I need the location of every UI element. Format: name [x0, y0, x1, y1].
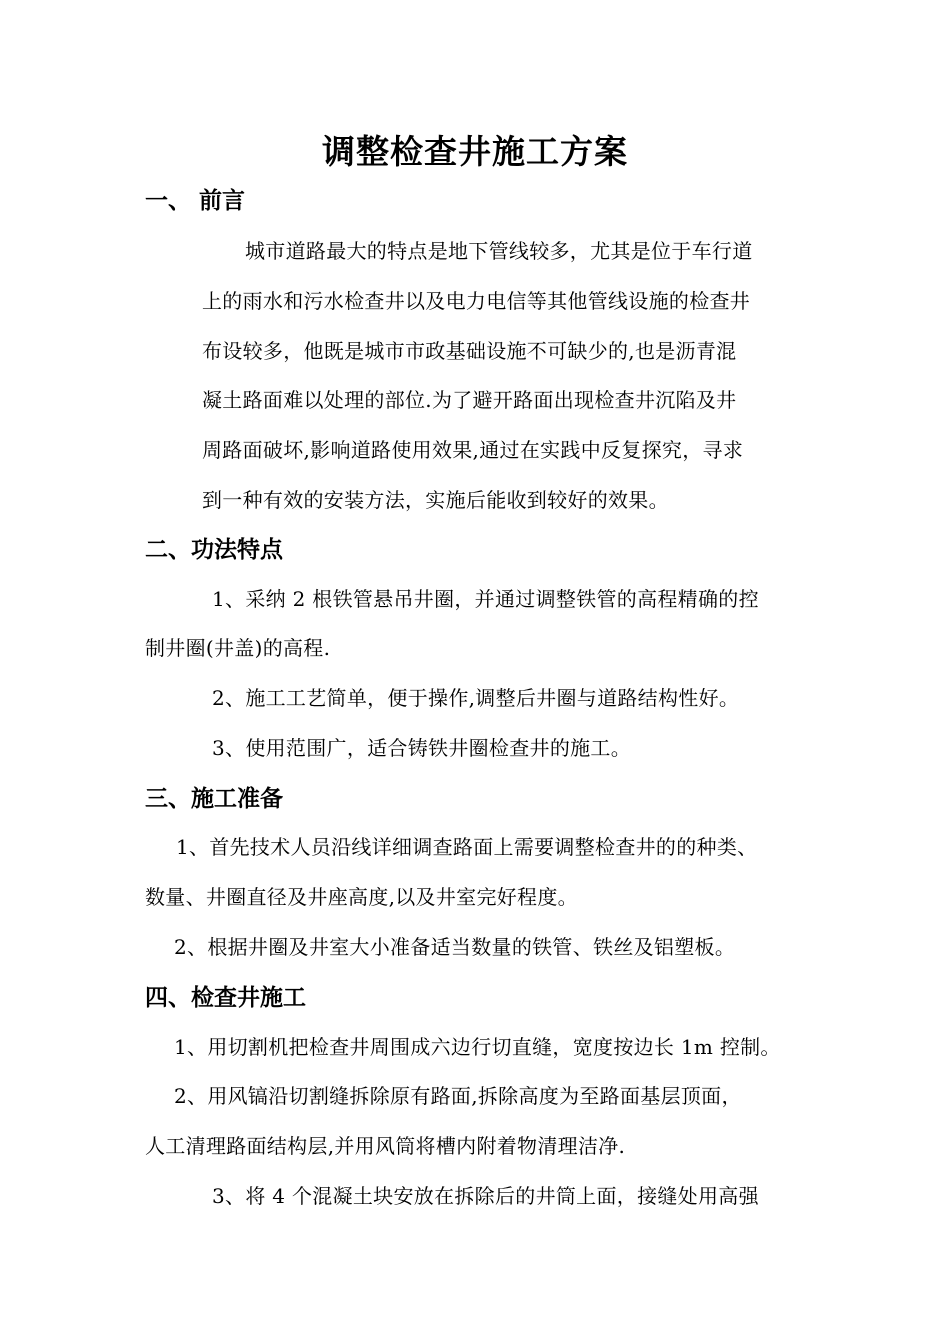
paragraph-line: 城市道路最大的特点是地下管线较多，尤其是位于车行道: [245, 239, 753, 263]
paragraph-line: 凝土路面难以处理的部位.为了避开路面出现检查井沉陷及井: [202, 388, 737, 412]
list-item: 2、用风镐沿切割缝拆除原有路面,拆除高度为至路面基层顶面，: [174, 1084, 742, 1108]
paragraph-line: 人工清理路面结构层,并用风筒将槽内附着物清理洁净.: [145, 1134, 626, 1158]
section-heading-construction: 四、检查井施工: [145, 984, 306, 1011]
list-item: 1、用切割机把检查井周围成六边行切直缝，宽度按边长 1m 控制。: [174, 1035, 781, 1059]
list-item: 1、采纳 2 根铁管悬吊井圈，并通过调整铁管的高程精确的控: [212, 587, 759, 611]
document-title: 调整检查井施工方案: [322, 132, 628, 171]
paragraph-line: 到一种有效的安装方法，实施后能收到较好的效果。: [202, 488, 669, 512]
list-item: 3、将 4 个混凝土块安放在拆除后的井筒上面，接缝处用高强: [212, 1184, 759, 1208]
list-item: 2、根据井圈及井室大小准备适当数量的铁管、铁丝及铝塑板。: [174, 935, 736, 959]
paragraph-line: 周路面破坏,影响道路使用效果,通过在实践中反复探究，寻求: [202, 438, 744, 462]
list-item: 2、施工工艺简单，便于操作,调整后井圈与道路结构性好。: [212, 686, 740, 710]
section-heading-features: 二、功法特点: [145, 536, 283, 563]
list-item: 3、使用范围广，适合铸铁井圈检查井的施工。: [212, 736, 632, 760]
list-item: 1、首先技术人员沿线详细调查路面上需要调整检查井的的种类、: [176, 835, 758, 859]
section-heading-preparation: 三、施工准备: [145, 785, 283, 812]
paragraph-line: 上的雨水和污水检查井以及电力电信等其他管线设施的检查井: [202, 289, 751, 313]
paragraph-line: 数量、井圈直径及井座高度,以及井室完好程度。: [145, 885, 578, 909]
section-heading-preface: 一、 前言: [145, 187, 246, 214]
paragraph-line: 布设较多，他既是城市市政基础设施不可缺少的,也是沥青混: [202, 339, 737, 363]
paragraph-line: 制井圈(井盖)的高程.: [145, 636, 331, 660]
